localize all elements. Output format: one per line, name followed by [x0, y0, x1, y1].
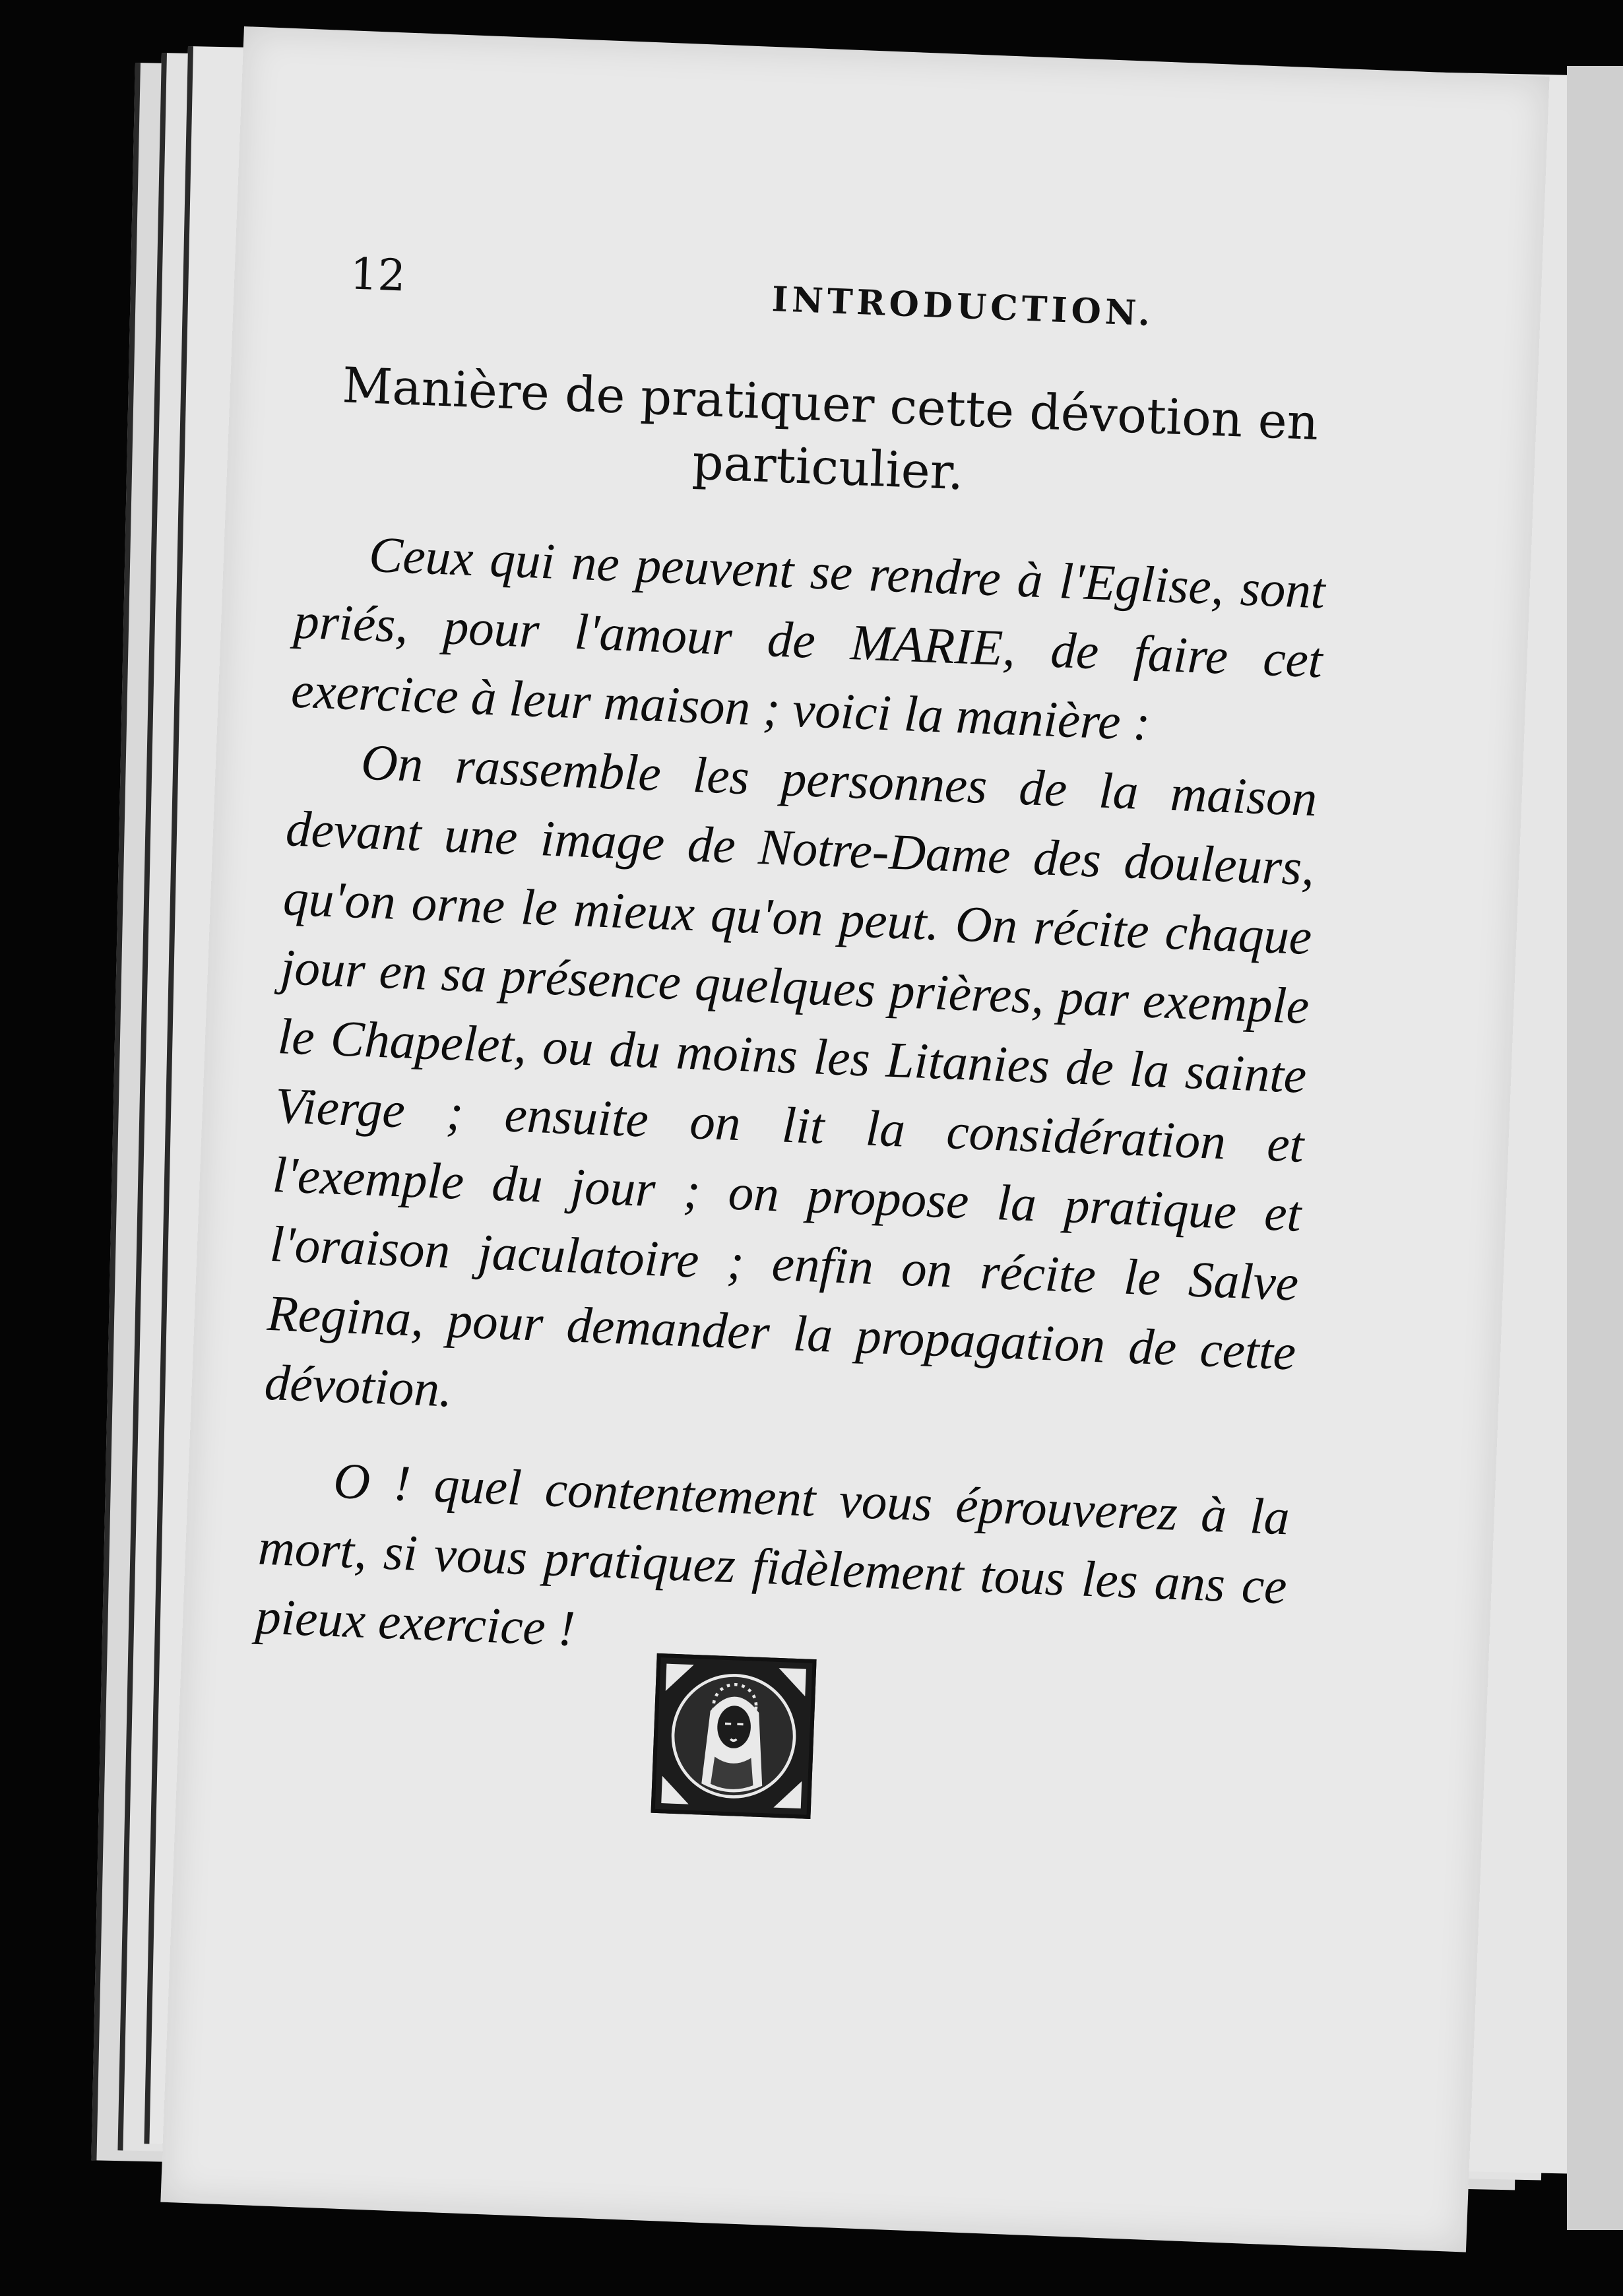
book-page — [160, 26, 1549, 2252]
madonna-vignette-icon — [655, 1657, 813, 1815]
paragraph: Ceux qui ne peuvent se rendre à l'Eglise, sont priés, pour l'amour de MARIE, de faire cet exercice à leur maison ; voici la manière : — [290, 525, 1327, 751]
madonna-vignette-icon — [651, 1653, 817, 1819]
facing-page-edge — [1567, 66, 1623, 2230]
paragraph: O ! quel contentement vous éprouverez à la mort, si vous pratiquez fidèlement tous les ans ce pieux exercice ! — [254, 1451, 1291, 1657]
body-text — [254, 517, 1326, 1691]
paragraph: On rassemble les personnes de la maison devant une image de Notre-Dame des douleurs, qu'on orne le mieux qu'on peut. On récite chaque jour en sa présence quelques prières, par exemple le Chapelet, ou du moins les Litanies de la sainte Vierge ; ensuite on lit la considération et l'exemple du jour ; on propose la pratique et l'oraison jaculatoire ; enfin on récite le Salve Regina, pour demander la propagation de cette dévotion. — [263, 733, 1318, 1418]
section-title: Manière de pratiquer cette dévotion en particulier. — [341, 357, 1320, 501]
page-number: 12 — [349, 248, 407, 302]
running-head: INTRODUCTION. — [771, 279, 1155, 335]
